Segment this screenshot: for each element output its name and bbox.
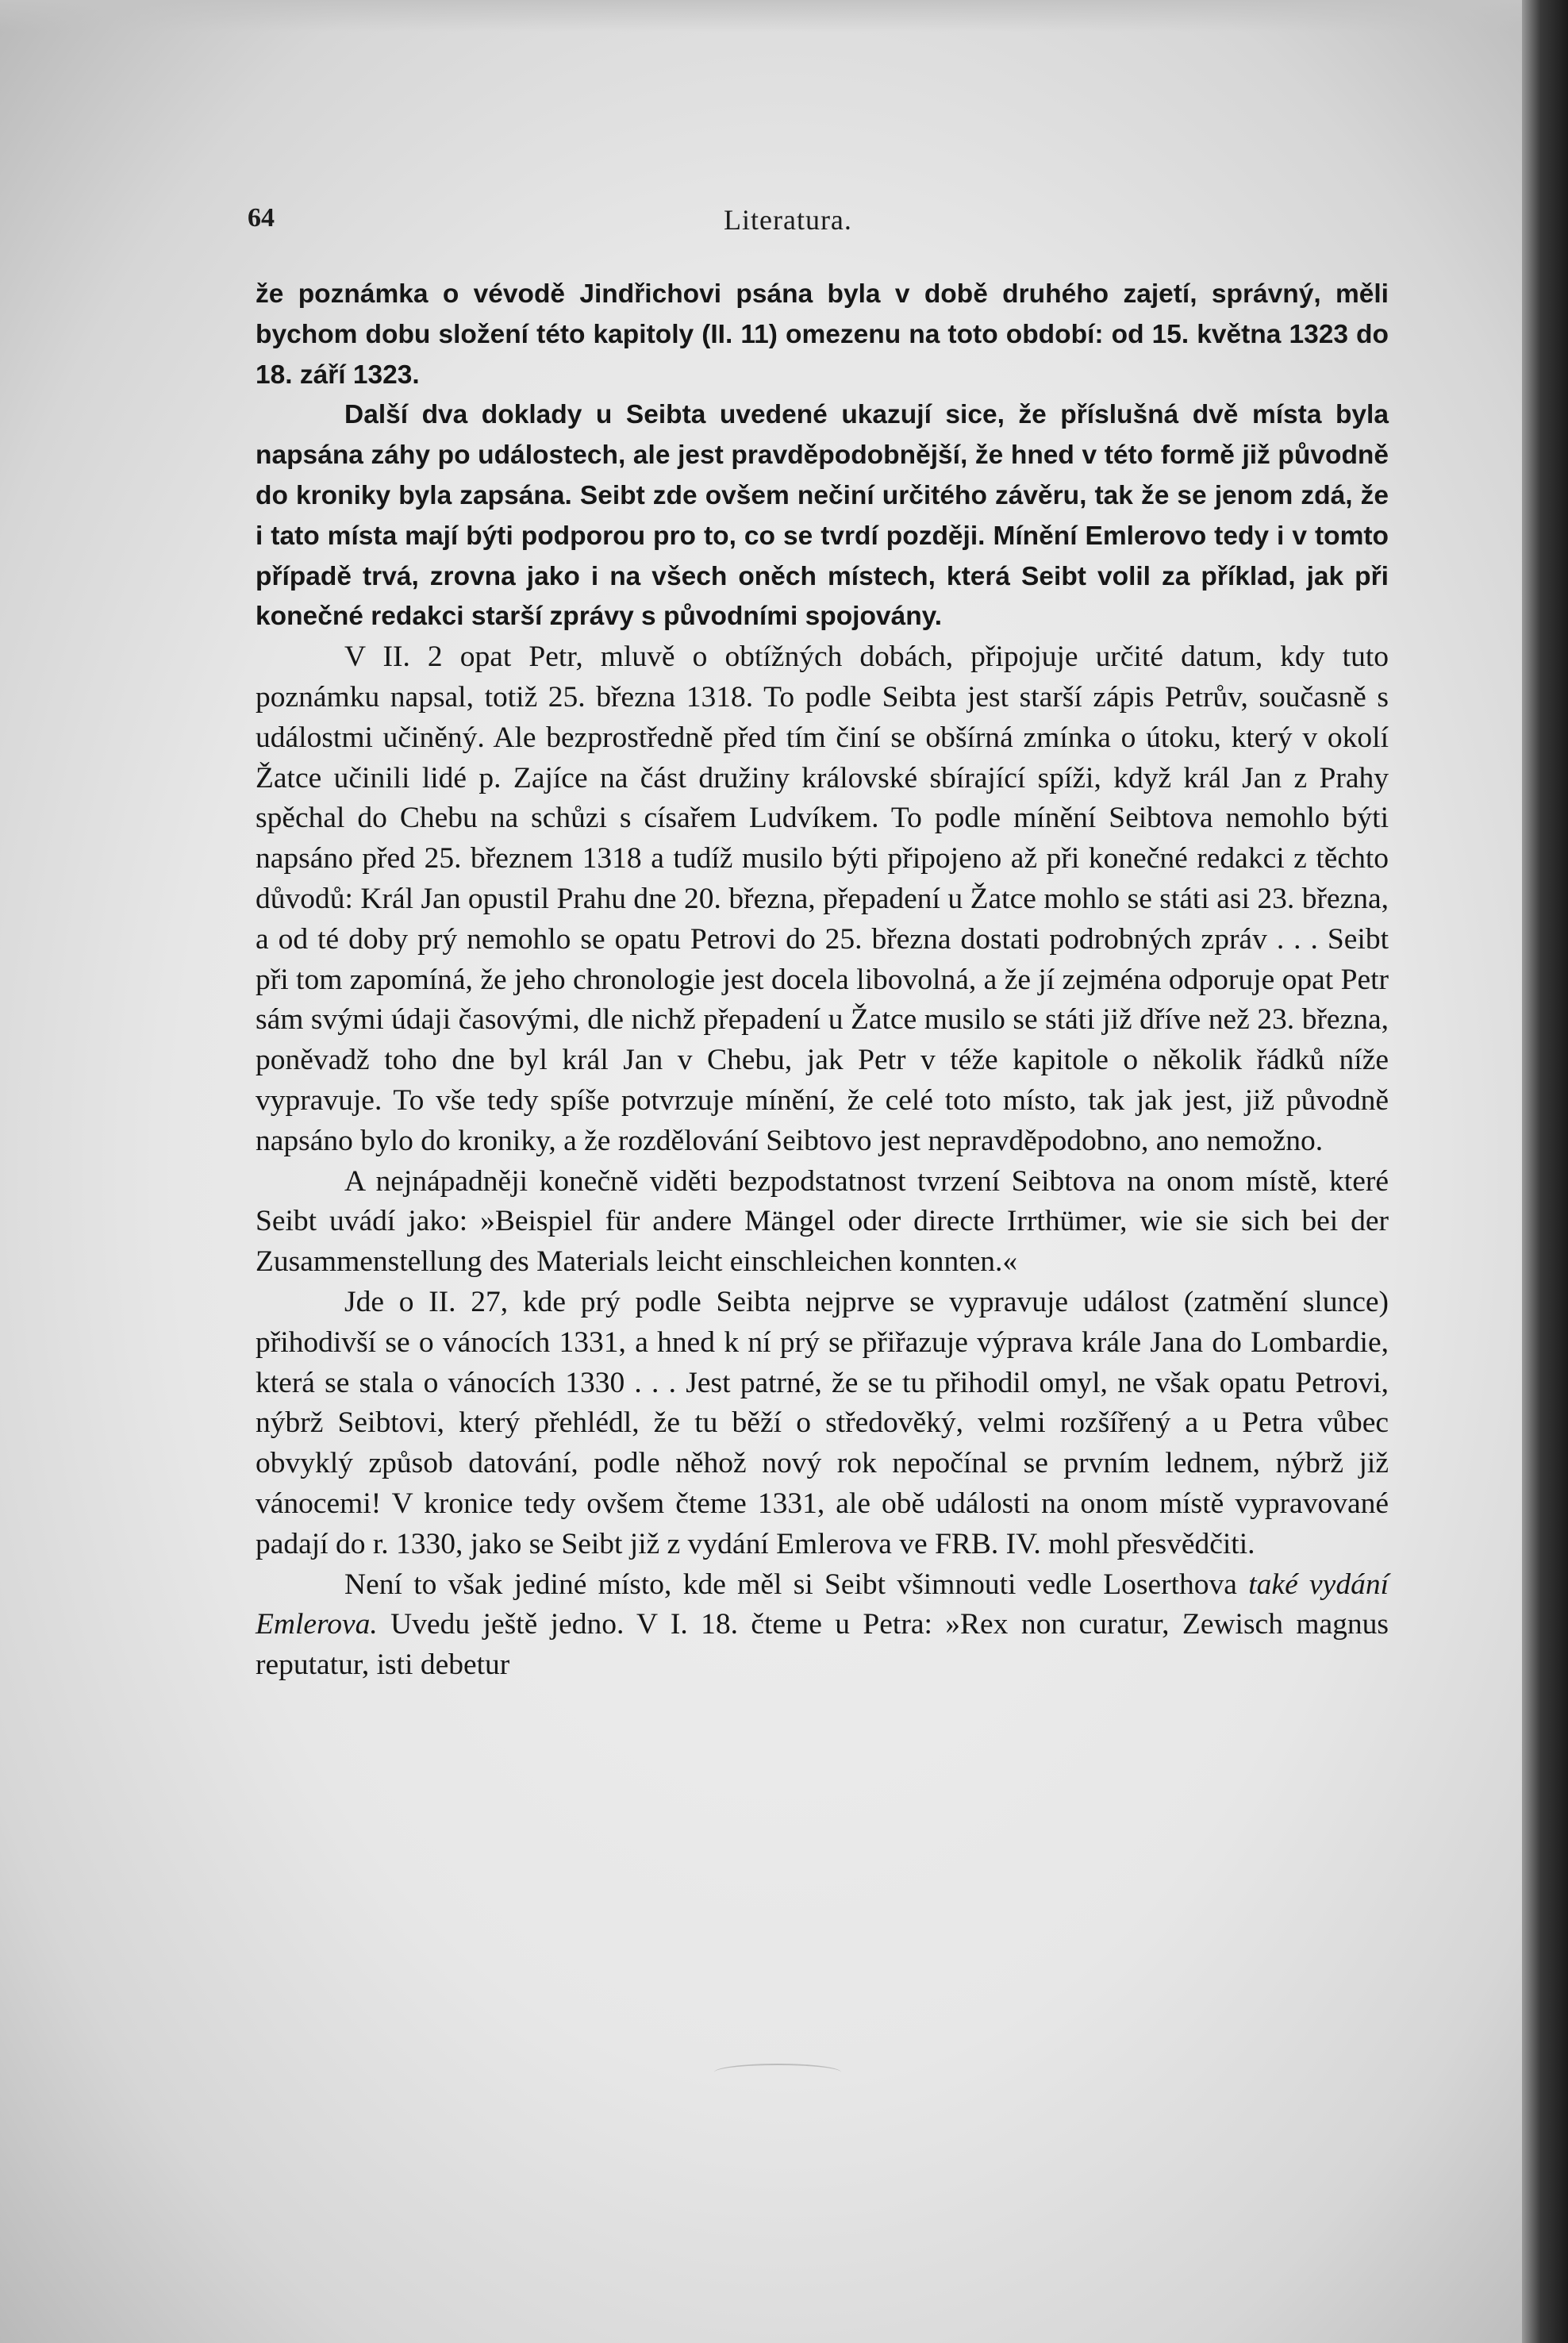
scan-smudge — [714, 2064, 841, 2081]
paragraph-6-italic: také vydání Emlerova. — [256, 1568, 1389, 1641]
paragraph-6-start: Není to však jediné místo, kde měl si Seibt všimnouti vedle Loserthova — [344, 1568, 1249, 1601]
paragraph-2: Další dva doklady u Seibta uvedené ukazují sice, že příslušná dvě místa byla napsána záhy po událostech, ale jest pravděpodobnější, že hned v této formě již původně do kroniky byla zapsána. Seibt zde ovšem nečiní určitého závěru, tak že se jenom zdá, že i tato místa mají býti podporou pro to, co se tvrdí později. Mínění Emlerovo tedy i v tomto případě trvá, zrovna jako i na všech oněch místech, která Seibt volil za příklad, jak při konečné redakci starší zprávy s původními spojovány. — [256, 400, 1389, 632]
body-text — [256, 275, 1389, 1686]
page-number: 64 — [248, 203, 275, 233]
page-header — [248, 203, 1446, 251]
paragraph-6-end: Uvedu ještě jedno. V I. 18. čteme u Petra: »Rex non curatur, Zewisch magnus reputatur, isti debetur — [256, 1608, 1389, 1682]
paragraph-1: že poznámka o vévodě Jindřichovi psána byla v době druhého zajetí, správný, měli bychom dobu složení této kapitoly (II. 11) omezenu na toto období: od 15. května 1323 do 18. září 1323. — [256, 279, 1389, 390]
scan-right-edge — [1522, 0, 1568, 2343]
paragraph-6 — [256, 1565, 1389, 1686]
paragraph-4: A nejnápadněji konečně viděti bezpodstatnost tvrzení Seibtova na onom místě, které Seibt uvádí jako: »Beispiel für andere Mängel oder directe Irrthümer, wie sie sich bei der Zusammenstellung des Materials leicht einschleichen konnten.« — [256, 1164, 1389, 1279]
scan-top-shadow — [0, 0, 1568, 32]
paragraph-3: V II. 2 opat Petr, mluvě o obtížných dobách, připojuje určité datum, kdy tuto poznámku napsal, totiž 25. března 1318. To podle Seibta jest starší zápis Petrův, současně s událostmi učiněný. Ale bezprostředně před tím činí se obšírná zmínka o útoku, který v okolí Žatce učinili lidé p. Zajíce na část družiny královské sbírající spíži, když král Jan z Prahy spěchal do Chebu na schůzi s císařem Ludvíkem. To podle mínění Seibtova nemohlo býti napsáno před 25. březnem 1318 a tudíž musilo býti připojeno až při konečné redakci z těchto důvodů: Král Jan opustil Prahu dne 20. března, přepadení u Žatce mohlo se státi asi 23. března, a od té doby prý nemohlo se opatu Petrovi do 25. března dostati podrobných zpráv . . . Seibt při tom zapomíná, že jeho chronologie jest docela libovolná, a že jí zejména odporuje opat Petr sám svými údaji časovými, dle nichž přepadení u Žatce musilo se státi již dříve než 23. března, poněvadž toho dne byl král Jan v Chebu, jak Petr v téže kapitole o několik řádků níže vypravuje. To vše tedy spíše potvrzuje mínění, že celé toto místo, tak jak jest, již původně napsáno bylo do kroniky, a že rozdělování Seibtovo jest nepravděpodobno, ano nemožno. — [256, 641, 1389, 1157]
paragraph-5: Jde o II. 27, kde prý podle Seibta nejprve se vypravuje událost (zatmění slunce) přihodivší se o vánocích 1331, a hned k ní prý se přiřazuje výprava krále Jana do Lombardie, která se stala o vánocích 1330 . . . Jest patrné, že se tu přihodil omyl, ne však opatu Petrovi, nýbrž Seibtovi, který přehlédl, že tu běží o středověký, velmi rozšířený a u Petra vůbec obvyklý způsob datování, podle něhož nový rok nepočínal se prvním lednem, nýbrž již vánocemi! V kronice tedy ovšem čteme 1331, ale obě události na onom místě vypravované padají do r. 1330, jako se Seibt již z vydání Emlerova ve FRB. IV. mohl přesvědčiti. — [256, 1285, 1389, 1560]
running-head: Literatura. — [724, 204, 852, 236]
